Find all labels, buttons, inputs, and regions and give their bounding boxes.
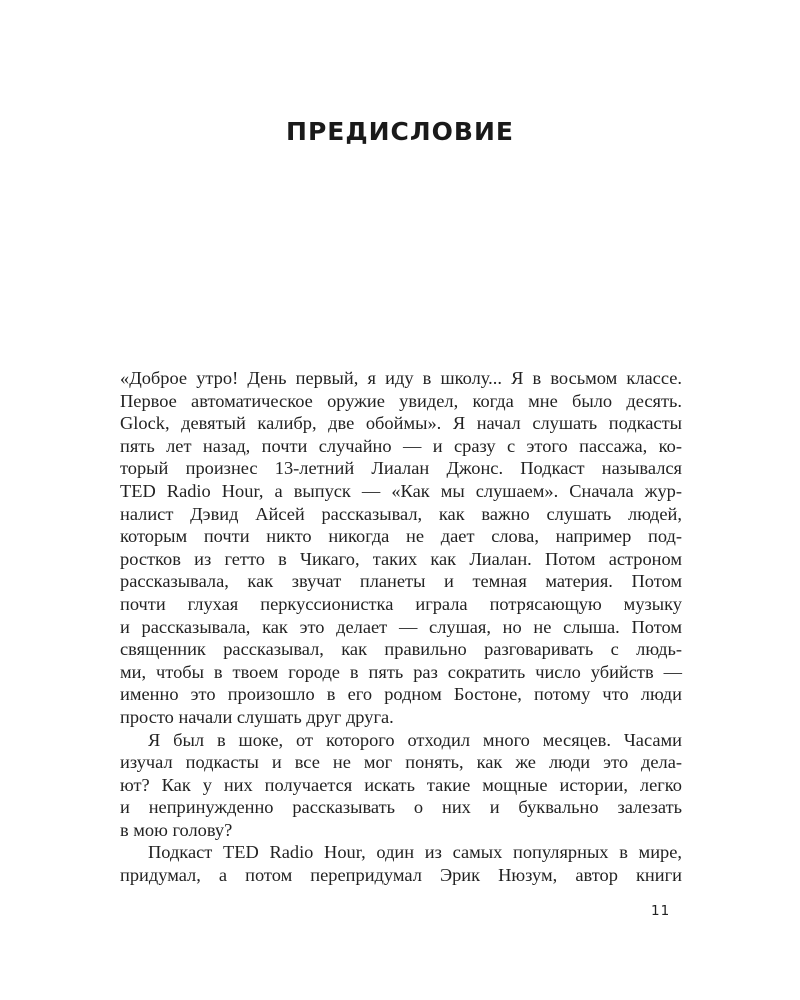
- text-line: Первое автоматическое оружие увидел, когда мне было десять.: [120, 390, 682, 411]
- text-line: и рассказывала, как это делает — слушая, но не слыша. Потом: [120, 616, 682, 637]
- text-line: ми, чтобы в твоем городе в пять раз сократить число убийств —: [120, 661, 682, 682]
- text-line: «Доброе утро! День первый, я иду в школу... Я в восьмом классе.: [120, 368, 682, 388]
- paragraph: [120, 367, 682, 729]
- text-line: рассказывала, как звучат планеты и темная материя. Потом: [120, 571, 682, 592]
- text-line: пять лет назад, почти случайно — и сразу с этого пассажа, ко-: [120, 435, 682, 456]
- chapter-title: ПРЕДИСЛОВИЕ: [286, 117, 514, 146]
- body-text: [120, 367, 682, 887]
- text-line: просто начали слушать друг друга.: [120, 706, 394, 727]
- text-line: почти глухая перкуссионистка играла потрясающую музыку: [120, 593, 682, 614]
- text-line: которым почти никто никогда не дает слова, например под-: [120, 526, 682, 547]
- text-line: Я был в шоке, от которого отходил много месяцев. Часами: [148, 729, 682, 750]
- text-line: Glock, девятый калибр, две обоймы». Я начал слушать подкасты: [120, 413, 682, 434]
- text-line: и непринужденно рассказывать о них и буквально залезать: [120, 797, 682, 818]
- text-line: изучал подкасты и все не мог понять, как же люди это дела-: [120, 752, 682, 773]
- page-number: 11: [651, 903, 671, 919]
- text-line: ростков из гетто в Чикаго, таких как Лиалан. Потом астроном: [120, 548, 682, 569]
- paragraph: [120, 729, 682, 842]
- text-line: ют? Как у них получается искать такие мощные истории, легко: [120, 774, 682, 795]
- text-line: Подкаст TED Radio Hour, один из самых популярных в мире,: [148, 842, 682, 863]
- text-line: TED Radio Hour, а выпуск — «Как мы слушаем». Сначала жур-: [120, 480, 682, 501]
- text-line: священник рассказывал, как правильно разговаривать с людь-: [120, 639, 682, 660]
- text-line: именно это произошло в его родном Бостоне, потому что люди: [120, 684, 682, 705]
- text-line: придумал, а потом перепридумал Эрик Нюзум, автор книги: [120, 865, 682, 886]
- text-line: в мою голову?: [120, 819, 233, 840]
- text-line: налист Дэвид Айсей рассказывал, как важно слушать людей,: [120, 503, 682, 524]
- paragraph: [120, 841, 682, 886]
- text-line: торый произнес 13-летний Лиалан Джонс. Подкаст назывался: [120, 458, 682, 479]
